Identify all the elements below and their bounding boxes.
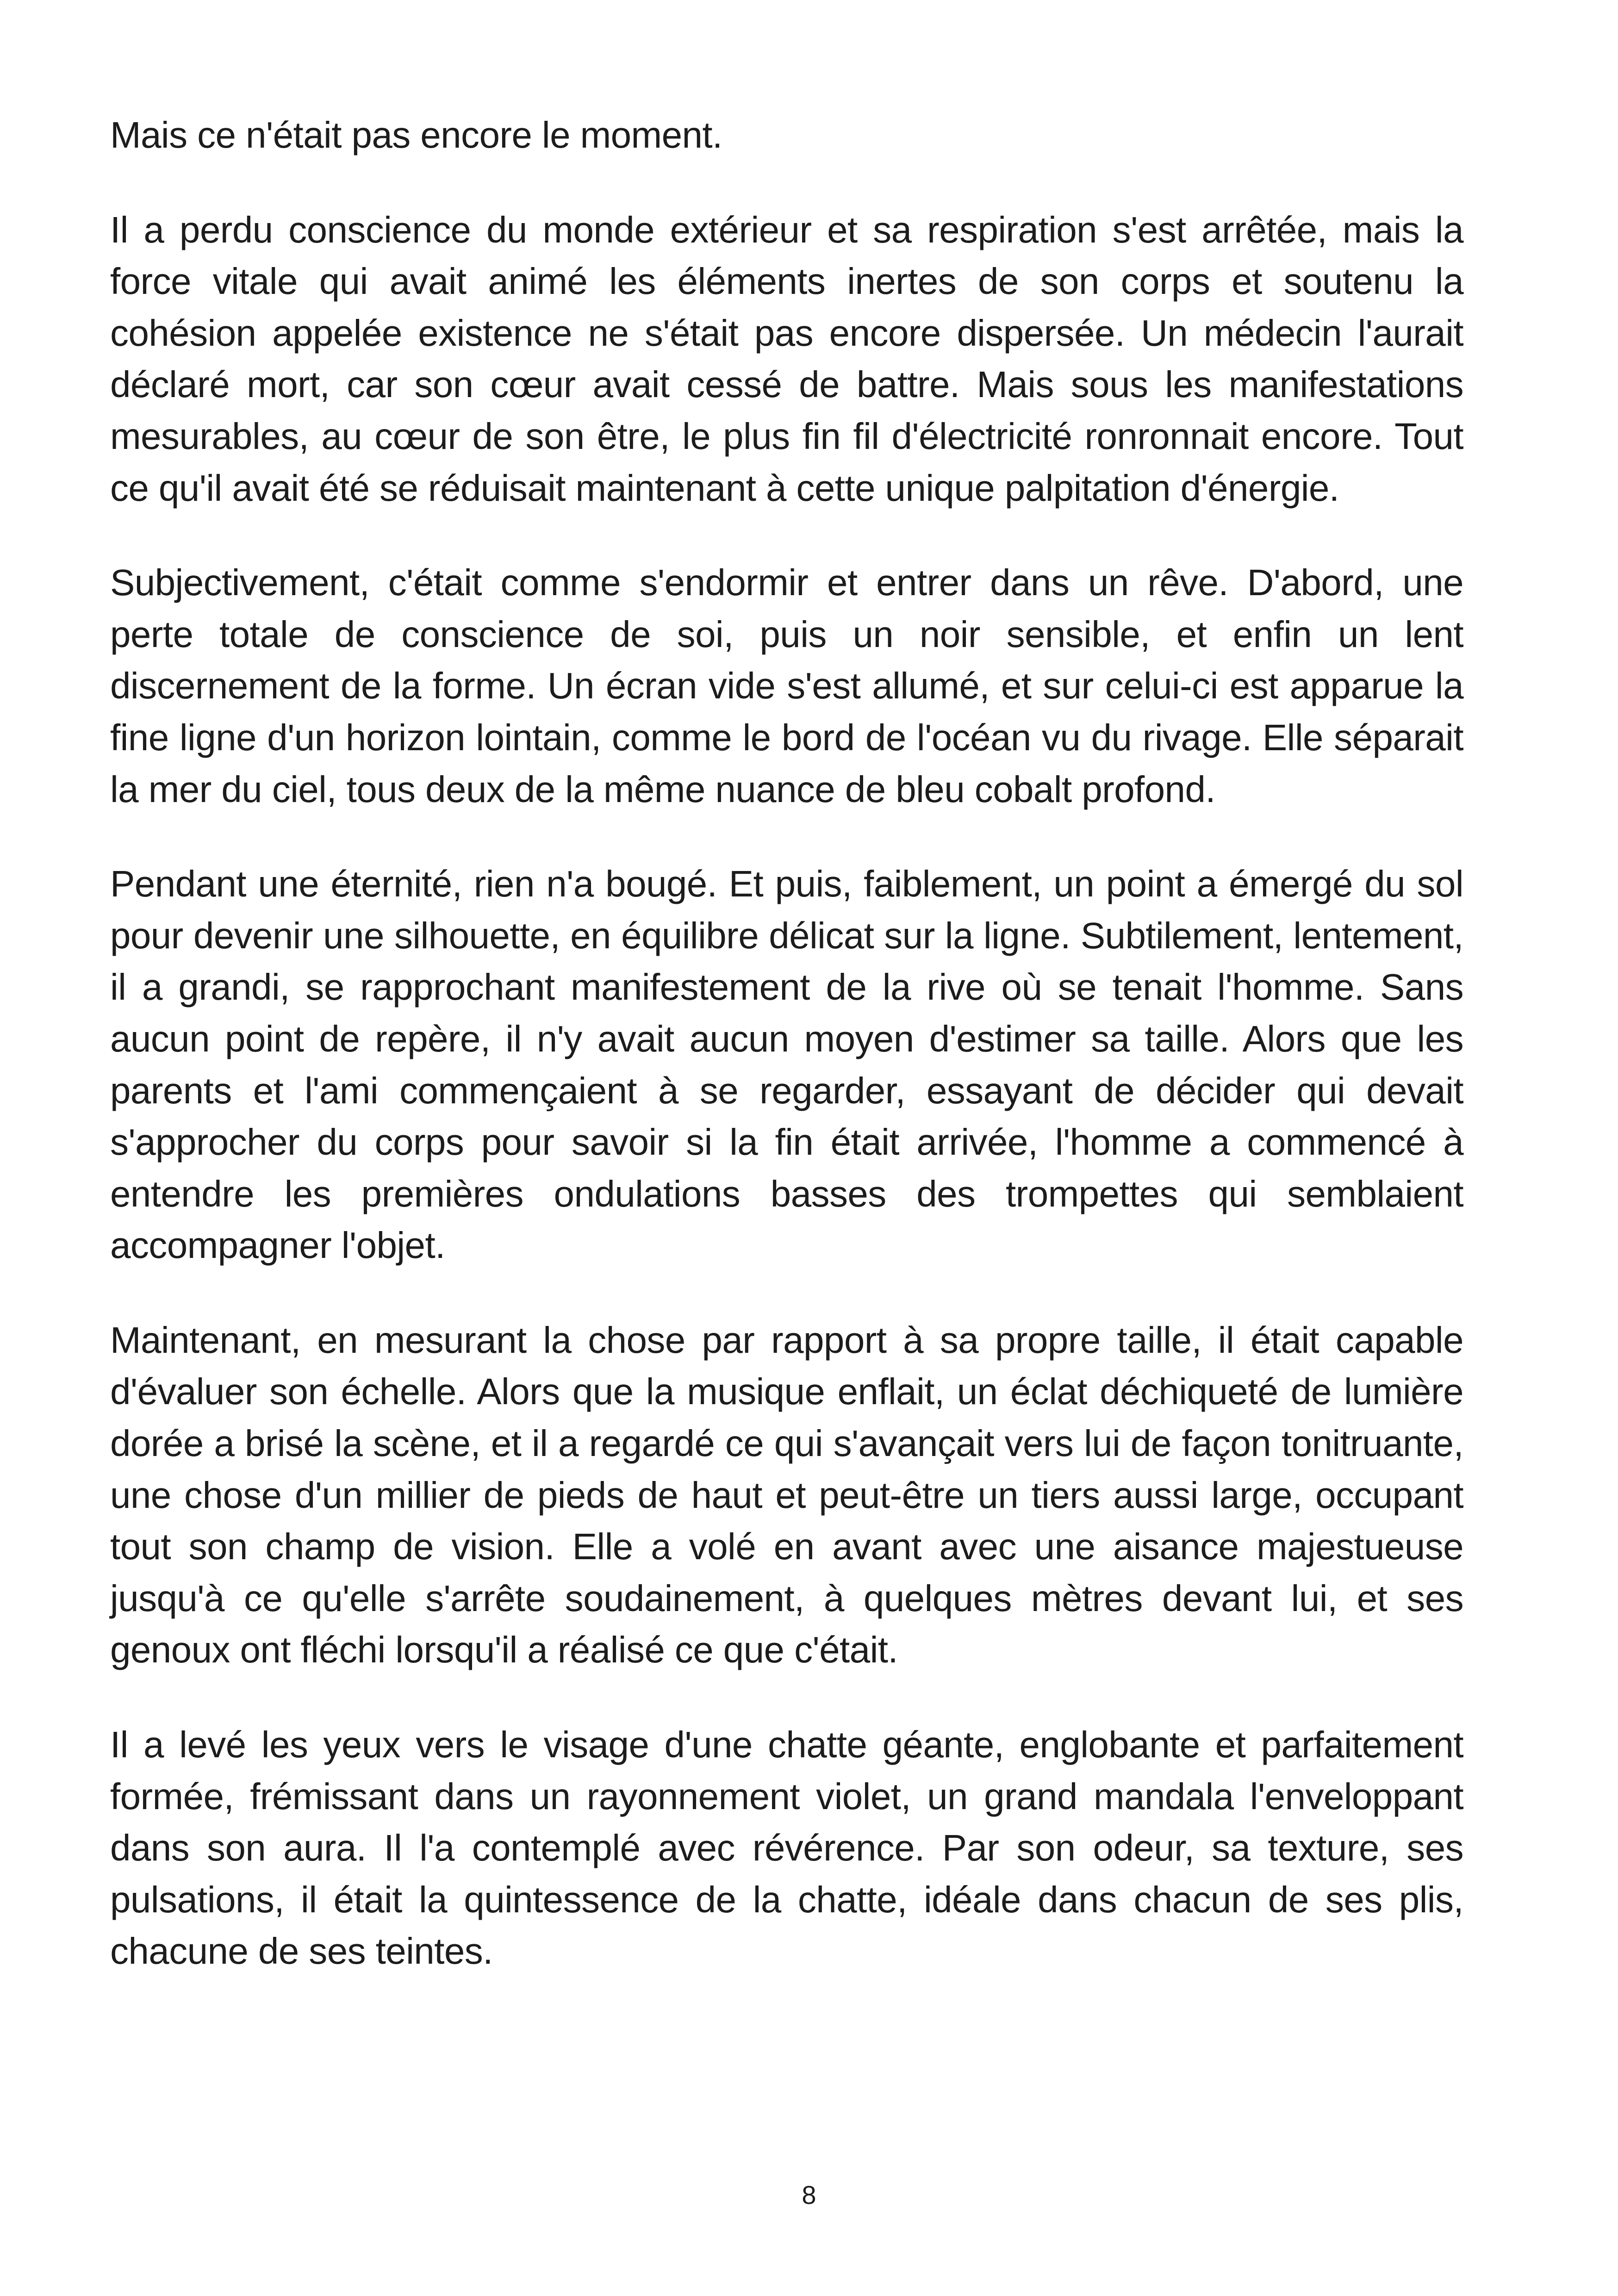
paragraph-1: Mais ce n'était pas encore le moment.: [110, 114, 722, 156]
paragraph-4: Pendant une éternité, rien n'a bougé. Et puis, faiblement, un point a émergé du sol pour devenir une silhouette, en équilibre délicat sur la ligne. Subtilement, lentement, il a grandi, se rapprochant manifestement de la rive où se tenait l'homme. Sans aucun point de repère, il n'y avait aucun moyen d'estimer sa taille. Alors que les parents et l'ami commençaient à se regarder, essayant de décider qui devait s'approcher du corps pour savoir si la fin était arrivée, l'homme a commencé à entendre les premières ondulations basses des trompettes qui semblaient accompagner l'objet.: [110, 863, 1463, 1266]
body-text: [110, 109, 1463, 2020]
page-number: 8: [802, 2180, 816, 2209]
paragraph-6: Il a levé les yeux vers le visage d'une chatte géante, englobante et parfaitement formée, frémissant dans un rayonnement violet, un grand mandala l'enveloppant dans son aura. Il l'a contemplé avec révérence. Par son odeur, sa texture, ses pulsations, il était la quintessence de la chatte, idéale dans chacun de ses plis, chacune de ses teintes.: [110, 1724, 1463, 1972]
paragraph-5: Maintenant, en mesurant la chose par rapport à sa propre taille, il était capable d'évaluer son échelle. Alors que la musique enflait, un éclat déchiqueté de lumière dorée a brisé la scène, et il a regardé ce qui s'avançait vers lui de façon tonitruante, une chose d'un millier de pieds de haut et peut-être un tiers aussi large, occupant tout son champ de vision. Elle a volé en avant avec une aisance majestueuse jusqu'à ce qu'elle s'arrête soudainement, à quelques mètres devant lui, et ses genoux ont fléchi lorsqu'il a réalisé ce que c'était.: [110, 1319, 1463, 1671]
paragraph-3: Subjectivement, c'était comme s'endormir et entrer dans un rêve. D'abord, une perte totale de conscience de soi, puis un noir sensible, et enfin un lent discernement de la forme. Un écran vide s'est allumé, et sur celui-ci est apparue la fine ligne d'un horizon lointain, comme le bord de l'océan vu du rivage. Elle séparait la mer du ciel, tous deux de la même nuance de bleu cobalt profond.: [110, 562, 1463, 810]
paragraph-2: Il a perdu conscience du monde extérieur et sa respiration s'est arrêtée, mais la force vitale qui avait animé les éléments inertes de son corps et soutenu la cohésion appelée existence ne s'était pas encore dispersée. Un médecin l'aurait déclaré mort, car son cœur avait cessé de battre. Mais sous les manifestations mesurables, au cœur de son être, le plus fin fil d'électricité ronronnait encore. Tout ce qu'il avait été se réduisait maintenant à cette unique palpitation d'énergie.: [110, 209, 1463, 509]
